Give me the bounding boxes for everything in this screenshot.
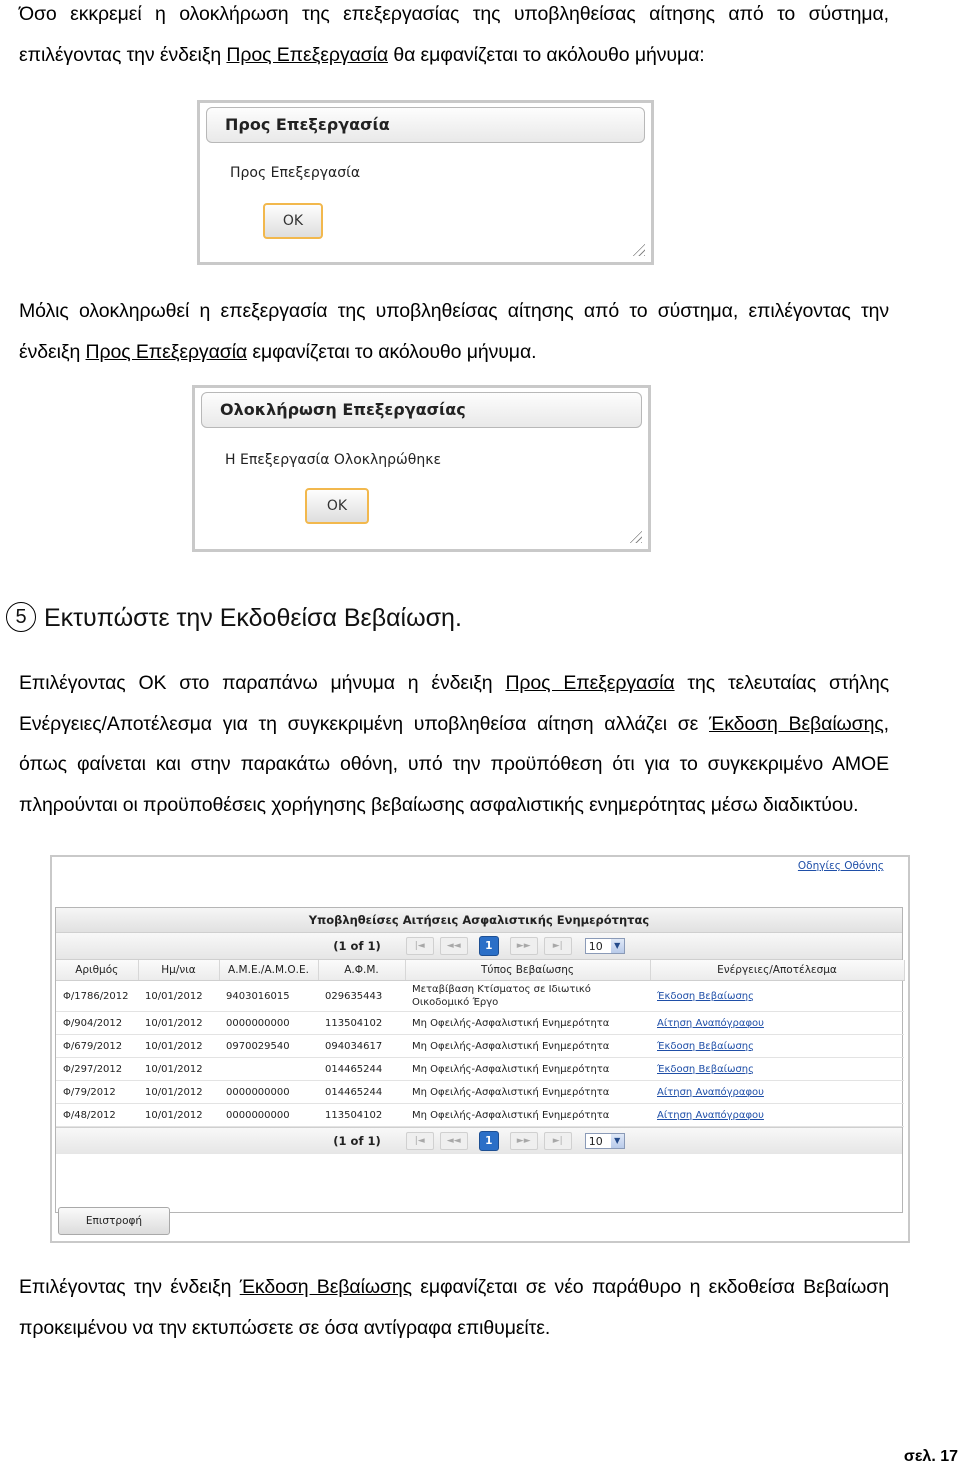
cell-number: Φ/79/2012 <box>56 1081 138 1104</box>
resize-grip-icon[interactable] <box>628 529 642 543</box>
cell-date: 10/01/2012 <box>138 1104 219 1127</box>
pager-info: (1 of 1) <box>333 1134 381 1148</box>
para3-link-pros-epexergasia: Προς Επεξεργασία <box>505 672 675 694</box>
page-size-value: 10 <box>588 1135 603 1148</box>
cell-type: Μη Οφειλής-Ασφαλιστική Ενημερότητα <box>405 1081 650 1104</box>
cell-type: Μη Οφειλής-Ασφαλιστική Ενημερότητα <box>405 1058 650 1081</box>
prev-page-icon[interactable]: ◄◄ <box>440 937 468 955</box>
next-page-icon[interactable]: ►► <box>510 1132 538 1150</box>
para3-text-1: Επιλέγοντας OK στο παραπάνω μήνυμα η ένδειξη <box>19 672 506 694</box>
cell-date: 10/01/2012 <box>138 1081 219 1104</box>
cell-action <box>650 1058 904 1081</box>
cell-type: Μη Οφειλής-Ασφαλιστική Ενημερότητα <box>405 1104 650 1127</box>
grid-title: Υποβληθείσες Αιτήσεις Ασφαλιστικής Ενημερότητας <box>56 908 902 933</box>
cell-afm: 014465244 <box>318 1081 405 1104</box>
cell-type: Μη Οφειλής-Ασφαλιστική Ενημερότητα <box>405 1035 650 1058</box>
cell-date: 10/01/2012 <box>138 1035 219 1058</box>
cell-action <box>650 1012 904 1035</box>
current-page-button[interactable]: 1 <box>479 1131 499 1151</box>
column-header: Ημ/νια <box>138 960 219 981</box>
cell-afm: 029635443 <box>318 981 405 1012</box>
cell-afm: 014465244 <box>318 1058 405 1081</box>
cell-date: 10/01/2012 <box>138 981 219 1012</box>
para4-text-after: εμφανίζεται σε νέο παράθυρο η εκδοθείσα Βεβαίωση προκειμένου να την εκτυπώσετε σε όσα αντίγραφα επιθυμείτε. <box>19 1276 889 1339</box>
row-action-link[interactable]: Αίτηση Αναπόγραφου <box>657 1086 764 1098</box>
chevron-down-icon: ▼ <box>611 1134 624 1148</box>
row-action-link[interactable]: Έκδοση Βεβαίωσης <box>657 1040 754 1052</box>
cell-type: Μεταβίβαση Κτίσματος σε Ιδιωτικό Οικοδομικό Έργο <box>405 981 650 1012</box>
applications-screen <box>50 855 910 1243</box>
para4-link-ekdosi-vevaiosis: Έκδοση Βεβαίωσης <box>239 1276 412 1298</box>
cell-afm: 094034617 <box>318 1035 405 1058</box>
column-header: Α.Φ.Μ. <box>318 960 405 981</box>
cell-ame: 0000000000 <box>219 1012 318 1035</box>
table-header-row <box>56 960 904 981</box>
row-action-link[interactable]: Έκδοση Βεβαίωσης <box>657 1063 754 1075</box>
table-row <box>56 1058 904 1081</box>
cell-number: Φ/904/2012 <box>56 1012 138 1035</box>
column-header: Α.Μ.Ε./Α.Μ.Ο.Ε. <box>219 960 318 981</box>
cell-afm: 113504102 <box>318 1012 405 1035</box>
dialog-title: Προς Επεξεργασία <box>206 107 645 143</box>
pager-top <box>56 933 902 960</box>
cell-afm: 113504102 <box>318 1104 405 1127</box>
cell-action <box>650 1081 904 1104</box>
resize-grip-icon[interactable] <box>631 242 645 256</box>
para3-text-2: της τελευταίας στήλης Ενέργειες/Αποτέλεσμα για τη συγκεκριμένη υποβληθείσα αίτηση αλλάζει σε <box>19 672 889 735</box>
table-row <box>56 1012 904 1035</box>
cell-action <box>650 981 904 1012</box>
step-heading <box>6 600 462 636</box>
ok-button[interactable]: OK <box>305 488 369 524</box>
cell-ame: 9403016015 <box>219 981 318 1012</box>
pager-info: (1 of 1) <box>333 939 381 953</box>
page-size-select[interactable] <box>585 938 625 954</box>
para2-link-pros-epexergasia: Προς Επεξεργασία <box>85 340 248 363</box>
first-page-icon[interactable]: |◄ <box>406 937 434 955</box>
row-action-link[interactable]: Έκδοση Βεβαίωσης <box>657 990 754 1002</box>
cell-number: Φ/679/2012 <box>56 1035 138 1058</box>
pager-bottom <box>56 1127 902 1154</box>
para1-text-after: θα εμφανίζεται το ακόλουθο μήνυμα: <box>388 43 705 66</box>
para3-text-3: , όπως φαίνεται και στην παρακάτω οθόνη, υπό την προϋπόθεση ότι για το συγκεκριμένο ΑΜΟΕ πληρούνται οι προϋποθέσεις χορήγησης βεβαίωσης ασφαλιστικής ενημερότητας μέσω διαδικτύου. <box>19 712 889 816</box>
column-header: Αριθμός <box>56 960 138 981</box>
completion-dialog <box>192 385 651 552</box>
step-title: Εκτυπώστε την Εκδοθείσα Βεβαίωση. <box>44 604 462 632</box>
screen-help-link[interactable]: Οδηγίες Οθόνης <box>797 860 884 872</box>
result-paragraph <box>19 663 889 825</box>
page-size-select[interactable] <box>585 1133 625 1149</box>
applications-grid <box>55 907 903 1213</box>
current-page-button[interactable]: 1 <box>479 936 499 956</box>
para4-text-before: Επιλέγοντας την ένδειξη <box>19 1276 240 1298</box>
intro-paragraph <box>19 0 889 75</box>
table-row <box>56 1035 904 1058</box>
cell-number: Φ/1786/2012 <box>56 981 138 1012</box>
cell-date: 10/01/2012 <box>138 1012 219 1035</box>
last-page-icon[interactable]: ►| <box>544 937 572 955</box>
para1-link-pros-epexergasia: Προς Επεξεργασία <box>226 43 388 66</box>
para2-text-after: εμφανίζεται το ακόλουθο μήνυμα. <box>247 340 537 363</box>
dialog-message: Προς Επεξεργασία <box>230 165 361 181</box>
next-page-icon[interactable]: ►► <box>510 937 538 955</box>
print-paragraph <box>19 1267 889 1348</box>
page-size-value: 10 <box>588 940 603 953</box>
last-page-icon[interactable]: ►| <box>544 1132 572 1150</box>
cell-number: Φ/48/2012 <box>56 1104 138 1127</box>
ok-button[interactable]: OK <box>263 203 323 239</box>
row-action-link[interactable]: Αίτηση Αναπόγραφου <box>657 1109 764 1121</box>
chevron-down-icon: ▼ <box>611 939 624 953</box>
table-row <box>56 1104 904 1127</box>
column-header: Ενέργειες/Αποτέλεσμα <box>650 960 904 981</box>
table-row <box>56 1081 904 1104</box>
para3-link-ekdosi-vevaiosis: Έκδοση Βεβαίωσης <box>709 712 884 735</box>
completion-paragraph <box>19 291 889 372</box>
cell-action <box>650 1104 904 1127</box>
step-number-circle: 5 <box>6 602 36 632</box>
table-row <box>56 981 904 1012</box>
cell-action <box>650 1035 904 1058</box>
column-header: Τύπος Βεβαίωσης <box>405 960 650 981</box>
first-page-icon[interactable]: |◄ <box>406 1132 434 1150</box>
para1-text-before: Όσο εκκρεμεί η ολοκλήρωση της επεξεργασίας της υποβληθείσας αίτησης από το σύστημα, επιλέγοντας την ένδειξη <box>19 3 889 66</box>
applications-table <box>56 960 905 1127</box>
cell-number: Φ/297/2012 <box>56 1058 138 1081</box>
cell-ame <box>219 1058 318 1081</box>
back-button[interactable]: Επιστροφή <box>58 1207 170 1235</box>
cell-ame: 0970029540 <box>219 1035 318 1058</box>
cell-date: 10/01/2012 <box>138 1058 219 1081</box>
prev-page-icon[interactable]: ◄◄ <box>440 1132 468 1150</box>
para2-text-before: Μόλις ολοκληρωθεί η επεξεργασία της υποβληθείσας αίτησης από το σύστημα, επιλέγοντας την ένδειξη <box>19 300 889 363</box>
row-action-link[interactable]: Αίτηση Αναπόγραφου <box>657 1017 764 1029</box>
dialog-title: Ολοκλήρωση Επεξεργασίας <box>201 392 642 428</box>
cell-type: Μη Οφειλής-Ασφαλιστική Ενημερότητα <box>405 1012 650 1035</box>
cell-ame: 0000000000 <box>219 1104 318 1127</box>
page-number: σελ. 17 <box>903 1448 958 1465</box>
processing-dialog <box>197 100 654 265</box>
cell-ame: 0000000000 <box>219 1081 318 1104</box>
dialog-message: Η Επεξεργασία Ολοκληρώθηκε <box>225 452 442 468</box>
